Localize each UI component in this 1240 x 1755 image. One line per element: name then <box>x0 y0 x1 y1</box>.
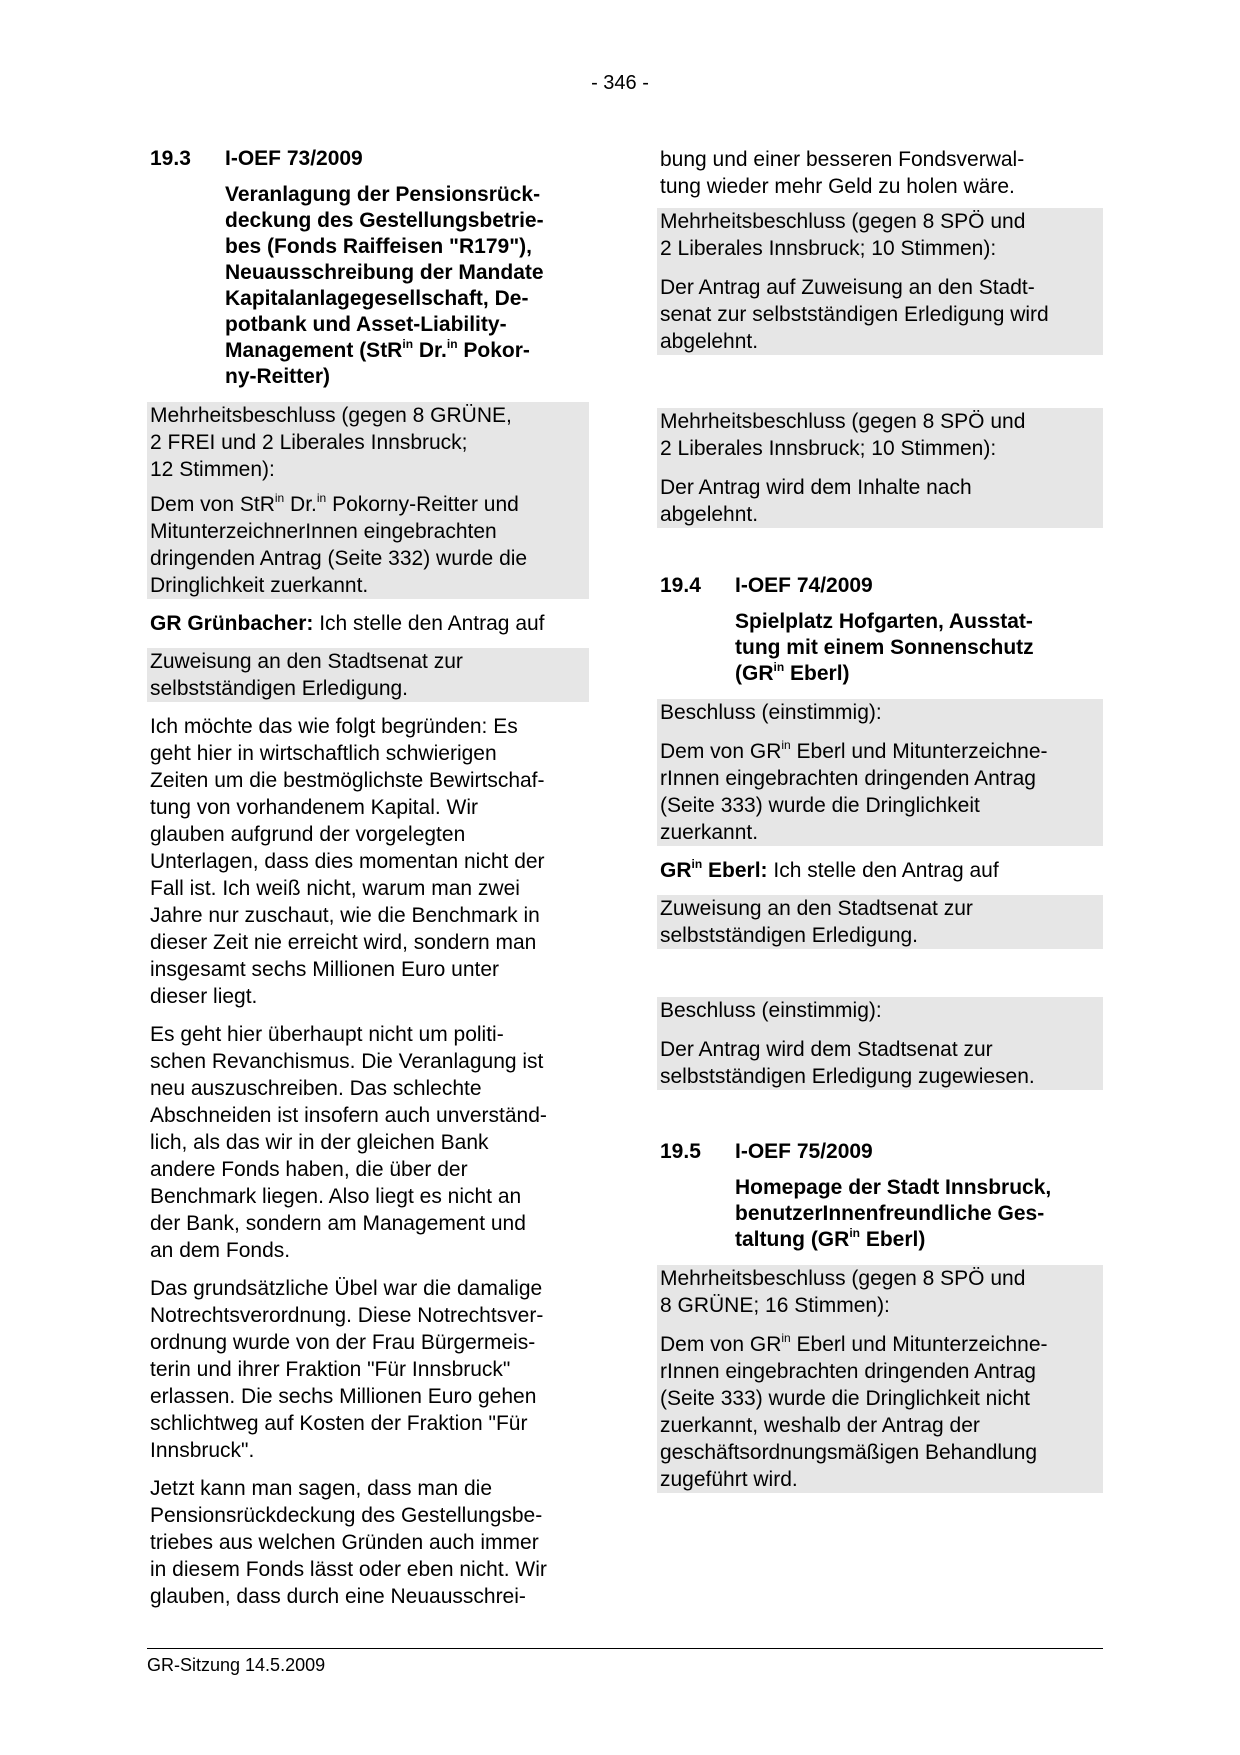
text-line: abgelehnt. <box>660 330 759 353</box>
text-line: Unterlagen, dass dies momentan nicht der <box>150 850 545 873</box>
text-line: geschäftsordnungsmäßigen Behandlung <box>660 1441 1038 1464</box>
text-line: 12 Stimmen): <box>150 458 275 481</box>
text-line: ordnung wurde von der Frau Bürgermeis- <box>150 1331 536 1354</box>
majority-vote <box>147 402 589 483</box>
footer-session-date: GR-Sitzung 14.5.2009 <box>147 1655 326 1675</box>
speaker-text: Ich stelle den Antrag auf <box>767 859 999 882</box>
title-text: Management (StR <box>225 339 403 362</box>
resolution-block <box>657 699 1103 846</box>
title-line <box>225 338 589 364</box>
text-line: Pensionsrückdeckung des Gestellungsbe- <box>150 1504 543 1527</box>
superscript: in <box>402 337 414 351</box>
section-number: 19.3 <box>150 147 191 170</box>
speaker-text: Ich stelle den Antrag auf <box>313 612 545 635</box>
text-line: in diesem Fonds lässt oder eben nicht. Wir <box>150 1558 547 1581</box>
text-line: Der Antrag auf Zuweisung an den Stadt- <box>660 276 1035 299</box>
majority-vote <box>657 1265 1103 1319</box>
text-line: Innsbruck". <box>150 1439 255 1462</box>
section-heading-19-3 <box>147 145 589 172</box>
text-line: neu auszuschreiben. Das schlechte <box>150 1077 482 1100</box>
text-line: 2 Liberales Innsbruck; 10 Stimmen): <box>660 437 997 460</box>
text-line: selbstständigen Erledigung. <box>150 677 409 700</box>
title-line: Spielplatz Hofgarten, Ausstat- <box>735 610 1033 633</box>
spacer <box>657 949 1103 997</box>
decision-text <box>657 274 1103 355</box>
text-line: Das grundsätzliche Übel war die damalige <box>150 1277 543 1300</box>
text-line: zugeführt wird. <box>660 1468 798 1491</box>
text-line: Beschluss (einstimmig): <box>660 701 882 724</box>
text-line: glauben aufgrund der vorgelegten <box>150 823 466 846</box>
speaker-name: GR Grünbacher: <box>150 612 314 635</box>
text-line: andere Fonds haben, die über der <box>150 1158 468 1181</box>
motion-referral <box>657 895 1103 949</box>
text-line: Zuweisung an den Stadtsenat zur <box>660 897 973 920</box>
text-line: selbstständigen Erledigung zugewiesen. <box>660 1065 1035 1088</box>
text-line: (Seite 333) wurde die Dringlichkeit nicht <box>660 1387 1031 1410</box>
title-line: Homepage der Stadt Innsbruck, <box>735 1176 1052 1199</box>
text-line: Beschluss (einstimmig): <box>660 999 882 1022</box>
superscript: in <box>773 660 785 674</box>
motion-referral <box>147 648 589 702</box>
speaker-name-text: GR <box>660 859 692 882</box>
section-heading-19-5 <box>657 1138 1103 1165</box>
title-line: benutzerInnenfreundliche Ges- <box>735 1202 1045 1225</box>
urgency-decision <box>657 1331 1103 1493</box>
decision-text <box>657 1036 1103 1090</box>
text-line: schen Revanchismus. Die Veranlagung ist <box>150 1050 544 1073</box>
spacer <box>657 355 1103 408</box>
text-line: dieser liegt. <box>150 985 258 1008</box>
majority-vote <box>657 208 1103 262</box>
text-line: 8 GRÜNE; 16 Stimmen): <box>660 1294 890 1317</box>
text-line: senat zur selbstständigen Erledigung wird <box>660 303 1049 326</box>
resolution-block <box>147 402 589 599</box>
speaker-line <box>657 857 1103 884</box>
speech-paragraph-1 <box>147 713 589 1010</box>
section-title-19-5 <box>732 1175 1103 1253</box>
superscript: in <box>781 738 791 752</box>
text-line: Benchmark liegen. Also liegt es nicht an <box>150 1185 522 1208</box>
text: Dr. <box>284 493 317 516</box>
text-line: tung wieder mehr Geld zu holen wäre. <box>660 175 1015 198</box>
title-line <box>735 661 1103 687</box>
text-line: schlichtweg auf Kosten der Fraktion "Für <box>150 1412 528 1435</box>
text: Eberl und Mitunterzeichne- <box>790 740 1048 763</box>
title-text: Eberl) <box>859 1228 926 1251</box>
title-line: deckung des Gestellungsbetrie- <box>225 209 544 232</box>
text-line: bung und einer besseren Fondsverwal- <box>660 148 1025 171</box>
spacer <box>657 1090 1103 1138</box>
title-text: taltung (GR <box>735 1228 850 1251</box>
text-line: Mehrheitsbeschluss (gegen 8 SPÖ und <box>660 410 1026 433</box>
text-line: lich, als das wir in der gleichen Bank <box>150 1131 489 1154</box>
section-number: 19.5 <box>660 1140 701 1163</box>
text: Dem von GR <box>660 1333 782 1356</box>
text-line: rInnen eingebrachten dringenden Antrag <box>660 1360 1036 1383</box>
superscript: in <box>781 1331 791 1345</box>
speaker-name <box>660 859 768 882</box>
text-line: dringenden Antrag (Seite 332) wurde die <box>150 547 528 570</box>
text-line <box>660 1331 1100 1358</box>
title-line: bes (Fonds Raiffeisen "R179"), <box>225 235 532 258</box>
text-line: insgesamt sechs Millionen Euro unter <box>150 958 500 981</box>
text-line: 2 Liberales Innsbruck; 10 Stimmen): <box>660 237 997 260</box>
text: Dem von GR <box>660 740 782 763</box>
title-line: ny-Reitter) <box>225 365 331 388</box>
text-line: an dem Fonds. <box>150 1239 291 1262</box>
speech-paragraph-4 <box>147 1475 589 1610</box>
urgency-decision <box>657 738 1103 846</box>
text: Pokorny-Reitter und <box>326 493 519 516</box>
title-line: potbank und Asset-Liability- <box>225 313 507 336</box>
title-line: Kapitalanlagegesellschaft, De- <box>225 287 529 310</box>
text-line: glauben, dass durch eine Neuausschrei- <box>150 1585 526 1608</box>
text-line <box>150 491 586 518</box>
text-line: dieser Zeit nie erreicht wird, sondern man <box>150 931 537 954</box>
section-number: 19.4 <box>660 574 701 597</box>
text-line <box>660 738 1100 765</box>
section-title-19-3 <box>222 182 589 390</box>
title-line: tung mit einem Sonnenschutz <box>735 636 1034 659</box>
text-line: Abschneiden ist insofern auch unverständ- <box>150 1104 547 1127</box>
title-text: Pokor- <box>457 339 530 362</box>
text-line: selbstständigen Erledigung. <box>660 924 919 947</box>
unanimous-decision <box>657 997 1103 1024</box>
superscript: in <box>274 491 285 505</box>
speech-paragraph-2 <box>147 1021 589 1264</box>
superscript: in <box>316 491 327 505</box>
text-line: zuerkannt, weshalb der Antrag der <box>660 1414 980 1437</box>
title-text: Dr. <box>413 339 447 362</box>
resolution-block <box>657 208 1103 355</box>
resolution-block <box>657 408 1103 528</box>
text-line: Jetzt kann man sagen, dass man die <box>150 1477 493 1500</box>
speaker-name-text: Eberl: <box>702 859 768 882</box>
text-line: Der Antrag wird dem Stadtsenat zur <box>660 1038 993 1061</box>
text-line: rInnen eingebrachten dringenden Antrag <box>660 767 1036 790</box>
majority-vote <box>657 408 1103 462</box>
superscript: in <box>691 857 703 871</box>
section-id: I-OEF 74/2009 <box>735 574 873 597</box>
text-line: Es geht hier überhaupt nicht um politi- <box>150 1023 504 1046</box>
text-line: Zeiten um die bestmöglichste Bewirtschaf- <box>150 769 545 792</box>
text-line: der Bank, sondern am Management und <box>150 1212 526 1235</box>
superscript: in <box>446 337 458 351</box>
title-line <box>735 1227 1103 1253</box>
decision-text <box>657 474 1103 528</box>
title-text: Eberl) <box>784 662 850 685</box>
text-line: Zuweisung an den Stadtsenat zur <box>150 650 463 673</box>
text-line: zuerkannt. <box>660 821 759 844</box>
text-line: Mehrheitsbeschluss (gegen 8 GRÜNE, <box>150 404 512 427</box>
section-id: I-OEF 75/2009 <box>735 1140 873 1163</box>
text-line: Jahre nur zuschaut, wie die Benchmark in <box>150 904 540 927</box>
text-line: geht hier in wirtschaftlich schwierigen <box>150 742 497 765</box>
left-column <box>147 145 589 1621</box>
section-title-19-4 <box>732 609 1103 687</box>
title-line: Neuausschreibung der Mandate <box>225 261 544 284</box>
text-line: Dringlichkeit zuerkannt. <box>150 574 369 597</box>
page-number: - 346 - <box>591 72 649 94</box>
text-line: Notrechtsverordnung. Diese Notrechtsver- <box>150 1304 544 1327</box>
speech-continuation <box>657 146 1103 200</box>
text-line: (Seite 333) wurde die Dringlichkeit <box>660 794 980 817</box>
resolution-block <box>657 1265 1103 1493</box>
text-line: MitunterzeichnerInnen eingebrachten <box>150 520 497 543</box>
text: Dem von StR <box>150 493 275 516</box>
section-heading-19-4 <box>657 572 1103 599</box>
text-line: Mehrheitsbeschluss (gegen 8 SPÖ und <box>660 1267 1026 1290</box>
superscript: in <box>849 1226 860 1240</box>
right-column <box>657 146 1103 1493</box>
text-line: abgelehnt. <box>660 503 759 526</box>
spacer <box>657 528 1103 572</box>
text-line: tung von vorhandenem Kapital. Wir <box>150 796 479 819</box>
resolution-block <box>657 997 1103 1090</box>
text-line: Ich möchte das wie folgt begründen: Es <box>150 715 518 738</box>
section-id: I-OEF 73/2009 <box>225 147 363 170</box>
title-line: Veranlagung der Pensionsrück- <box>225 183 541 206</box>
speaker-line <box>147 610 589 637</box>
text: Eberl und Mitunterzeichne- <box>790 1333 1048 1356</box>
footer-divider <box>147 1648 1103 1649</box>
text-line: erlassen. Die sechs Millionen Euro gehen <box>150 1385 537 1408</box>
text-line: 2 FREI und 2 Liberales Innsbruck; <box>150 431 468 454</box>
speech-paragraph-3 <box>147 1275 589 1464</box>
text-line: triebes aus welchen Gründen auch immer <box>150 1531 539 1554</box>
text-line: Der Antrag wird dem Inhalte nach <box>660 476 972 499</box>
title-text: (GR <box>735 662 774 685</box>
urgency-decision <box>147 491 589 599</box>
unanimous-decision <box>657 699 1103 726</box>
text-line: terin und ihrer Fraktion "Für Innsbruck" <box>150 1358 511 1381</box>
text-line: Fall ist. Ich weiß nicht, warum man zwei <box>150 877 520 900</box>
text-line: Mehrheitsbeschluss (gegen 8 SPÖ und <box>660 210 1026 233</box>
